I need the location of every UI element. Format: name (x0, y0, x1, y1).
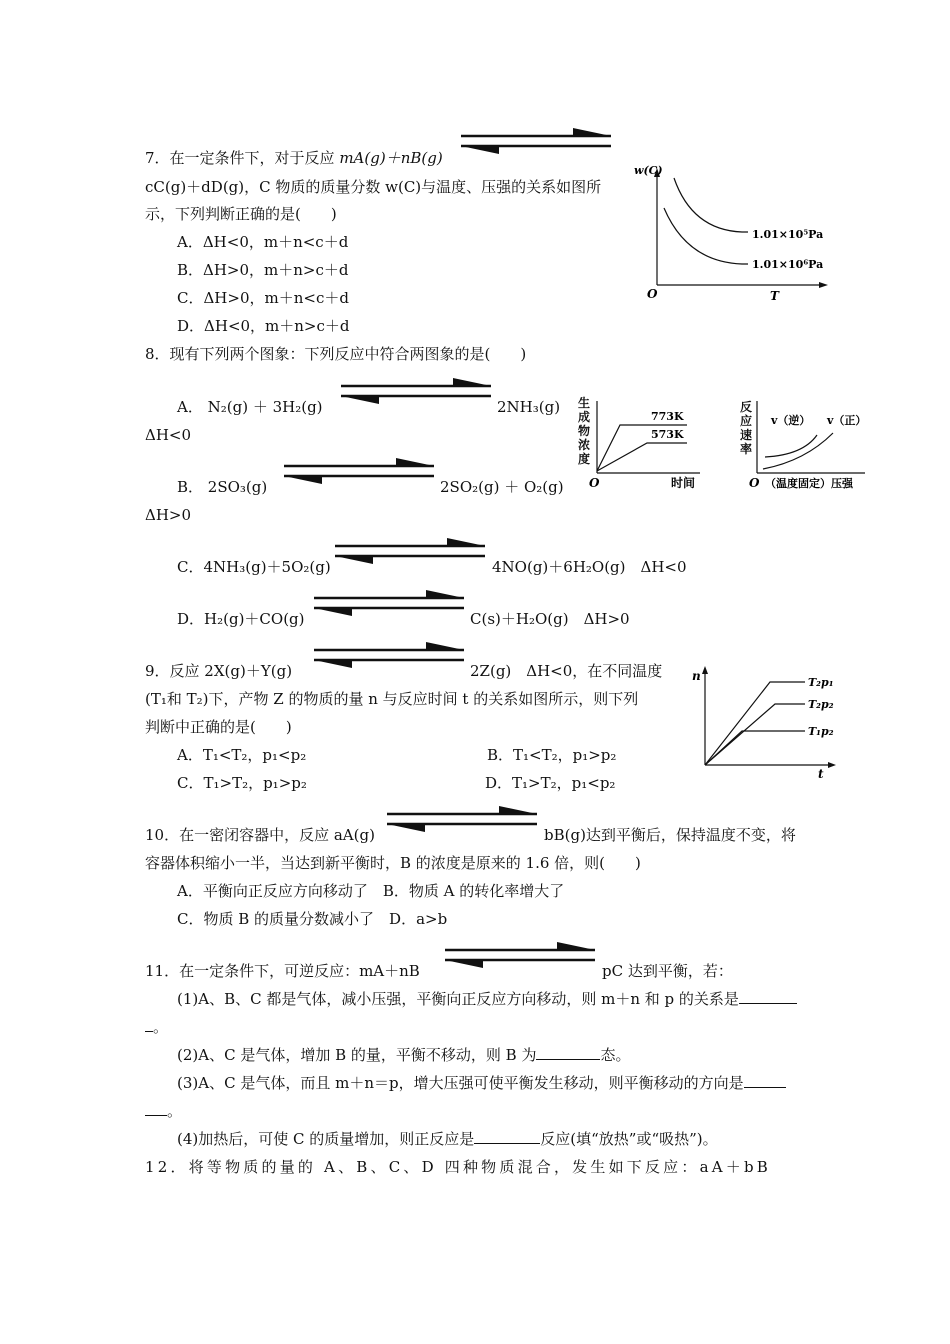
q8-c-left: C．4NH₃(g)＋5O₂(g) (177, 558, 331, 576)
q9-line3: 判断中正确的是( ) (145, 718, 292, 736)
q8-773k-label: 773K (651, 410, 684, 423)
q11-part4: (4)加热后，可使 C 的质量增加，则正反应是 反应(填“放热”或“吸热”)。 (177, 1130, 718, 1148)
q8-vfwd-label: v（正） (827, 414, 867, 427)
q8-stem: 8．现有下列两个图象：下列反应中符合两图象的是( ) (145, 345, 527, 363)
q9-label-t2p1: T₂p₁ (808, 676, 834, 689)
q8-chart2-ylabel: 反应速率 (740, 400, 753, 456)
q7-option-c: C．ΔH>0，m＋n<c＋d (177, 289, 349, 307)
q9-line-t2p2 (705, 704, 805, 765)
q8-vrev-curve (763, 433, 833, 469)
q7-curve-1 (674, 178, 748, 232)
q9-xlabel: t (818, 767, 824, 781)
q7-line3: 示，下列判断正确的是( ) (145, 205, 337, 223)
q11-line1-left: 11．在一定条件下，可逆反应：mA＋nB (145, 962, 420, 980)
q9-option-a: A．T₁<T₂，p₁<p₂ (177, 746, 307, 764)
q9-option-c: C．T₁>T₂，p₁>p₂ (177, 774, 307, 792)
q8-d-left: D．H₂(g)＋CO(g) (177, 610, 305, 628)
equilibrium-arrow-icon (341, 378, 491, 404)
q7-curve-2 (664, 208, 748, 264)
q7-line1: 7．在一定条件下，对于反应 mA(g)＋nB(g) (145, 149, 443, 167)
equilibrium-arrow-icon (461, 128, 611, 154)
q8-c-right: 4NO(g)＋6H₂O(g) ΔH<0 (492, 558, 687, 576)
q8-b-right: 2SO₂(g) ＋ O₂(g) (440, 478, 564, 496)
q7-curve1-label: 1.01×10⁵Pa (752, 228, 824, 241)
q8-chart2-xlabel: （温度固定）压强 (765, 477, 853, 490)
equilibrium-arrow-icon (335, 538, 485, 564)
q9-chart (690, 660, 840, 785)
q12-line1: 12．将等物质的量的 A、B、C、D 四种物质混合，发生如下反应：aA＋bB (145, 1158, 771, 1176)
q7-option-b: B．ΔH>0，m＋n>c＋d (177, 261, 349, 279)
q7-origin: O (647, 287, 658, 301)
q7-option-d: D．ΔH<0，m＋n>c＋d (177, 317, 350, 335)
q8-vfwd-curve (765, 435, 817, 457)
q11-part3: (3)A、C 是气体，而且 m＋n＝p，增大压强可使平衡发生移动，则平衡移动的方向是 (177, 1073, 786, 1093)
q7-line2: cC(g)＋dD(g)，C 物质的质量分数 w(C)与温度、压强的关系如图所 (145, 178, 602, 196)
q8-b-left: B． 2SO₃(g) (177, 478, 268, 496)
q9-option-d: D．T₁>T₂，p₁<p₂ (485, 774, 616, 792)
equilibrium-arrow-icon (284, 458, 434, 484)
equilibrium-arrow-icon (387, 806, 537, 832)
q11-part2: (2)A、C 是气体，增加 B 的量，平衡不移动，则 B 为 态。 (177, 1046, 631, 1064)
equilibrium-arrow-icon (314, 590, 464, 616)
q11-part3-end: 。 (145, 1101, 182, 1121)
q8-a-left: A． N₂(g) ＋ 3H₂(g) (177, 398, 323, 416)
q10-line2: 容器体积缩小一半，当达到新平衡时，B 的浓度是原来的 1.6 倍，则( ) (145, 854, 641, 872)
q11-part1-end: 。 (145, 1017, 168, 1037)
q8-chart1-origin: O (589, 476, 600, 490)
q10-line4: C．物质 B 的质量分数减小了 D．a>b (177, 910, 448, 928)
q8-chart-concentration (575, 395, 710, 495)
q10-line1-left: 10．在一密闭容器中，反应 aA(g) (145, 826, 375, 844)
equilibrium-arrow-icon (445, 942, 595, 968)
q7-option-a: A．ΔH<0，m＋n<c＋d (177, 233, 349, 251)
q8-chart1-xlabel: 时间 (671, 476, 696, 490)
q9-option-b: B．T₁<T₂，p₁>p₂ (487, 746, 617, 764)
q7-ylabel: w(C) (634, 164, 663, 177)
q11-line1-right: pC 达到平衡，若： (602, 962, 733, 980)
q8-chart2-origin: O (749, 476, 760, 490)
q10-line1-right: bB(g)达到平衡后，保持温度不变，将 (544, 826, 796, 844)
q9-line1-left: 9．反应 2X(g)＋Y(g) (145, 662, 293, 680)
q8-d-right: C(s)＋H₂O(g) ΔH>0 (470, 610, 630, 628)
q8-573k-label: 573K (651, 428, 684, 441)
q8-chart-rate (735, 395, 875, 495)
q11-part1: (1)A、B、C 都是气体，减小压强，平衡向正反应方向移动，则 m＋n 和 p 的关系是 (177, 989, 797, 1009)
q10-line3: A．平衡向正反应方向移动了 B．物质 A 的转化率增大了 (177, 882, 565, 900)
q9-line1-right: 2Z(g) ΔH<0，在不同温度 (470, 662, 663, 680)
q7-xlabel: T (770, 289, 779, 303)
q9-label-t1p2: T₁p₂ (808, 725, 834, 738)
q9-line2: (T₁和 T₂)下，产物 Z 的物质的量 n 与反应时间 t 的关系如图所示，则下列 (145, 690, 639, 708)
q9-label-t2p2: T₂p₂ (808, 698, 834, 711)
q9-line-t1p2 (705, 731, 805, 765)
q8-chart1-ylabel: 生成物浓度 (578, 396, 591, 466)
equilibrium-arrow-icon (314, 642, 464, 668)
q8-a-right: 2NH₃(g) (497, 398, 561, 416)
q8-line-573k (597, 443, 687, 471)
q8-a-dh: ΔH<0 (145, 426, 192, 444)
q8-b-dh: ΔH>0 (145, 506, 192, 524)
q7-chart (632, 160, 832, 305)
q8-vrev-label: v（逆） (771, 414, 811, 427)
q7-curve2-label: 1.01×10⁶Pa (752, 258, 824, 271)
q9-ylabel: n (692, 669, 701, 683)
